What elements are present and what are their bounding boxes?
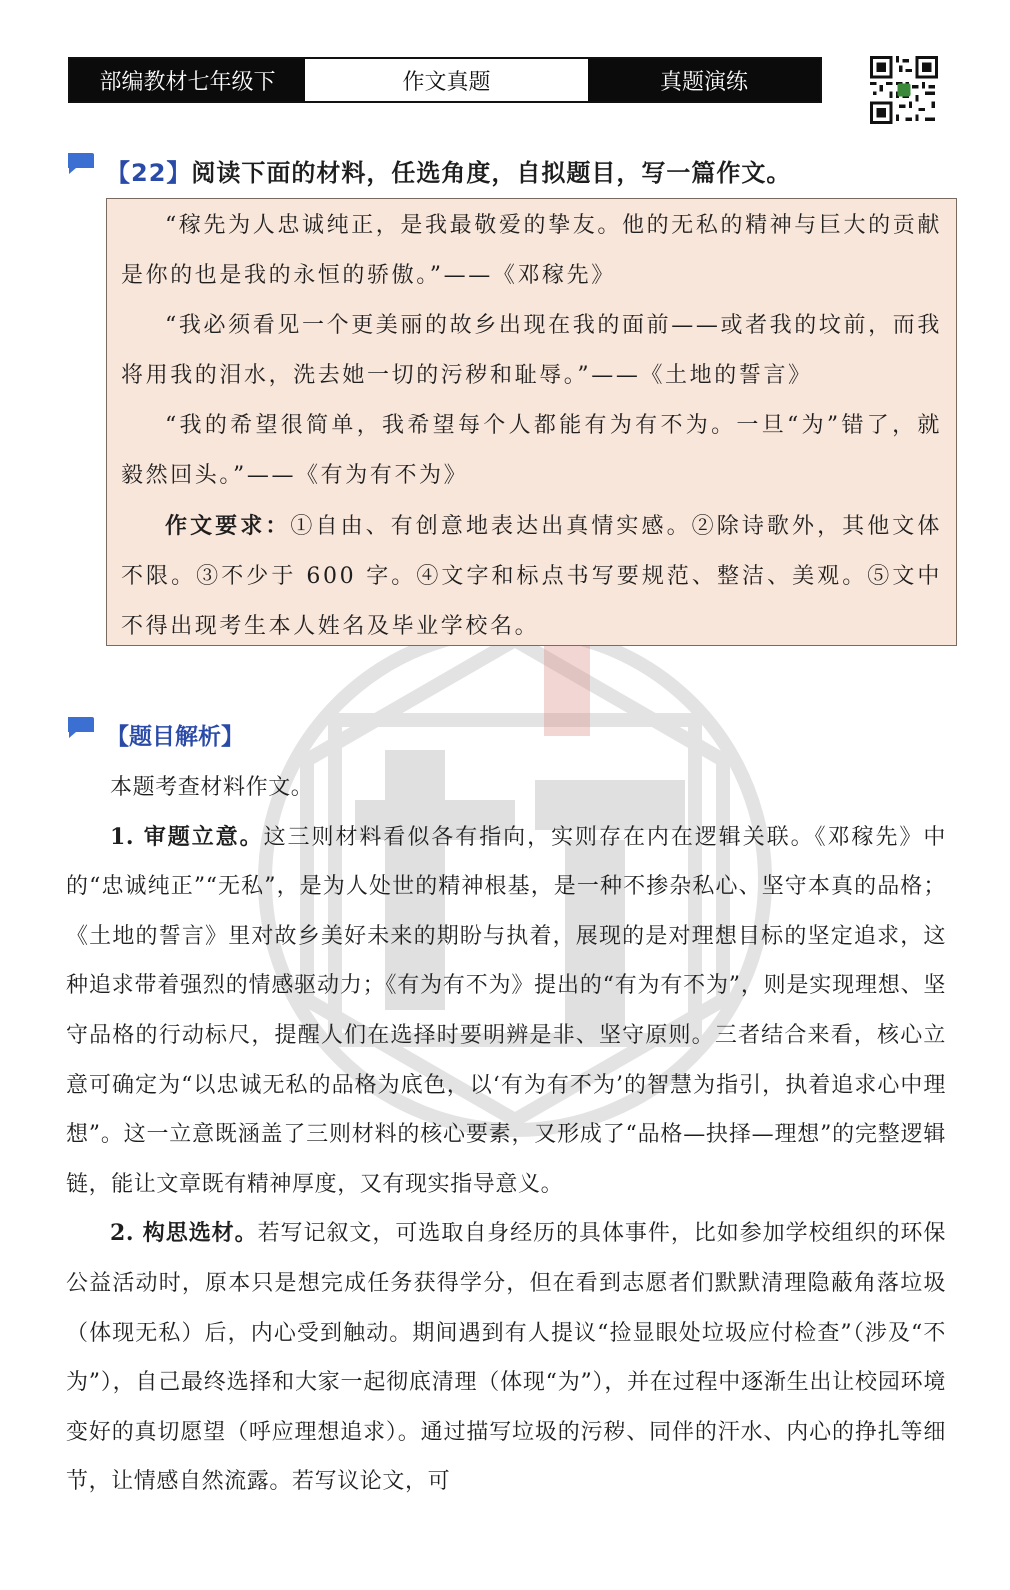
question-title bbox=[106, 153, 791, 188]
header-cell-textbook: 部编教材七年级下 bbox=[70, 59, 305, 101]
analysis-body bbox=[66, 763, 946, 1507]
analysis-heading: 【题目解析】 bbox=[106, 724, 244, 750]
point-2-text: 若写记叙文，可选取自身经历的具体事件，比如参加学校组织的环保公益活动时，原本只是想完成任务获得学分，但在看到志愿者们默默清理隐蔽角落垃圾（体现无私）后，内心受到触动。期间遇到有人提议“捡显眼处垃圾应付检查”（涉及“不为”），自己最终选择和大家一起彻底清理（体现“为”），并在过程中逐渐生出让校园环境变好的真切愿望（呼应理想追求）。通过描写垃圾的污秽、同伴的汗水、内心的挣扎等细节，让情感自然流露。若写议论文，可 bbox=[66, 1221, 946, 1495]
requirements-text: ①自由、有创意地表达出真情实感。②除诗歌外，其他文体不限。③不少于 600 字。④文字和标点书写要规范、整洁、美观。⑤文中不得出现考生本人姓名及毕业学校名。 bbox=[121, 514, 942, 639]
point-1-text: 这三则材料看似各有指向，实则存在内在逻辑关联。《邓稼先》中的“忠诚纯正”“无私”，是为人处世的精神根基，是一种不掺杂私心、坚守本真的品格；《土地的誓言》里对故乡美好未来的期盼与执着，展现的是对理想目标的坚定追求，这种追求带着强烈的情感驱动力；《有为有不为》提出的“有为有不为”，则是实现理想、坚守品格的行动标尺，提醒人们在选择时要明辨是非、坚守原则。三者结合来看，核心立意可确定为“以忠诚无私的品格为底色，以‘有为有不为’的智慧为指引，执着追求心中理想”。这一立意既涵盖了三则材料的核心要素，又形成了“品格—抉择—理想”的完整逻辑链，能让文章既有精神厚度，又有现实指导意义。 bbox=[66, 824, 946, 1197]
material-quote-3: “我的希望很简单，我希望每个人都能有为有不为。一旦“为”错了，就毅然回头。”——《有为有不为》 bbox=[121, 413, 942, 488]
material-quote-1: “稼先为人忠诚纯正，是我最敬爱的挚友。他的无私的精神与巨大的贡献是你的也是我的永恒的骄傲。”——《邓稼先》 bbox=[121, 213, 942, 288]
material-box bbox=[106, 198, 957, 646]
question-prompt: 阅读下面的材料，任选角度，自拟题目，写一篇作文。 bbox=[191, 159, 792, 187]
point-1-title: 1. 审题立意。 bbox=[110, 823, 264, 850]
point-2-title: 2. 构思选材。 bbox=[110, 1220, 258, 1247]
material-quote-2: “我必须看见一个更美丽的故乡出现在我的面前——或者我的坟前，而我将用我的泪水，洗去她一切的污秽和耻辱。”——《土地的誓言》 bbox=[121, 313, 942, 388]
writing-requirements bbox=[121, 501, 942, 652]
analysis-intro: 本题考查材料作文。 bbox=[110, 775, 314, 800]
analysis-point-2 bbox=[66, 1209, 946, 1507]
header-cell-topic: 作文真题 bbox=[305, 59, 588, 101]
qr-code-icon bbox=[870, 56, 938, 124]
header-bar bbox=[68, 57, 822, 103]
analysis-bookmark-icon bbox=[66, 714, 96, 740]
analysis-point-1 bbox=[66, 813, 946, 1210]
header-cell-practice: 真题演练 bbox=[588, 59, 820, 101]
question-number: 【22】 bbox=[106, 159, 192, 187]
requirements-label: 作文要求： bbox=[165, 513, 291, 539]
section-bookmark-icon bbox=[66, 150, 96, 176]
